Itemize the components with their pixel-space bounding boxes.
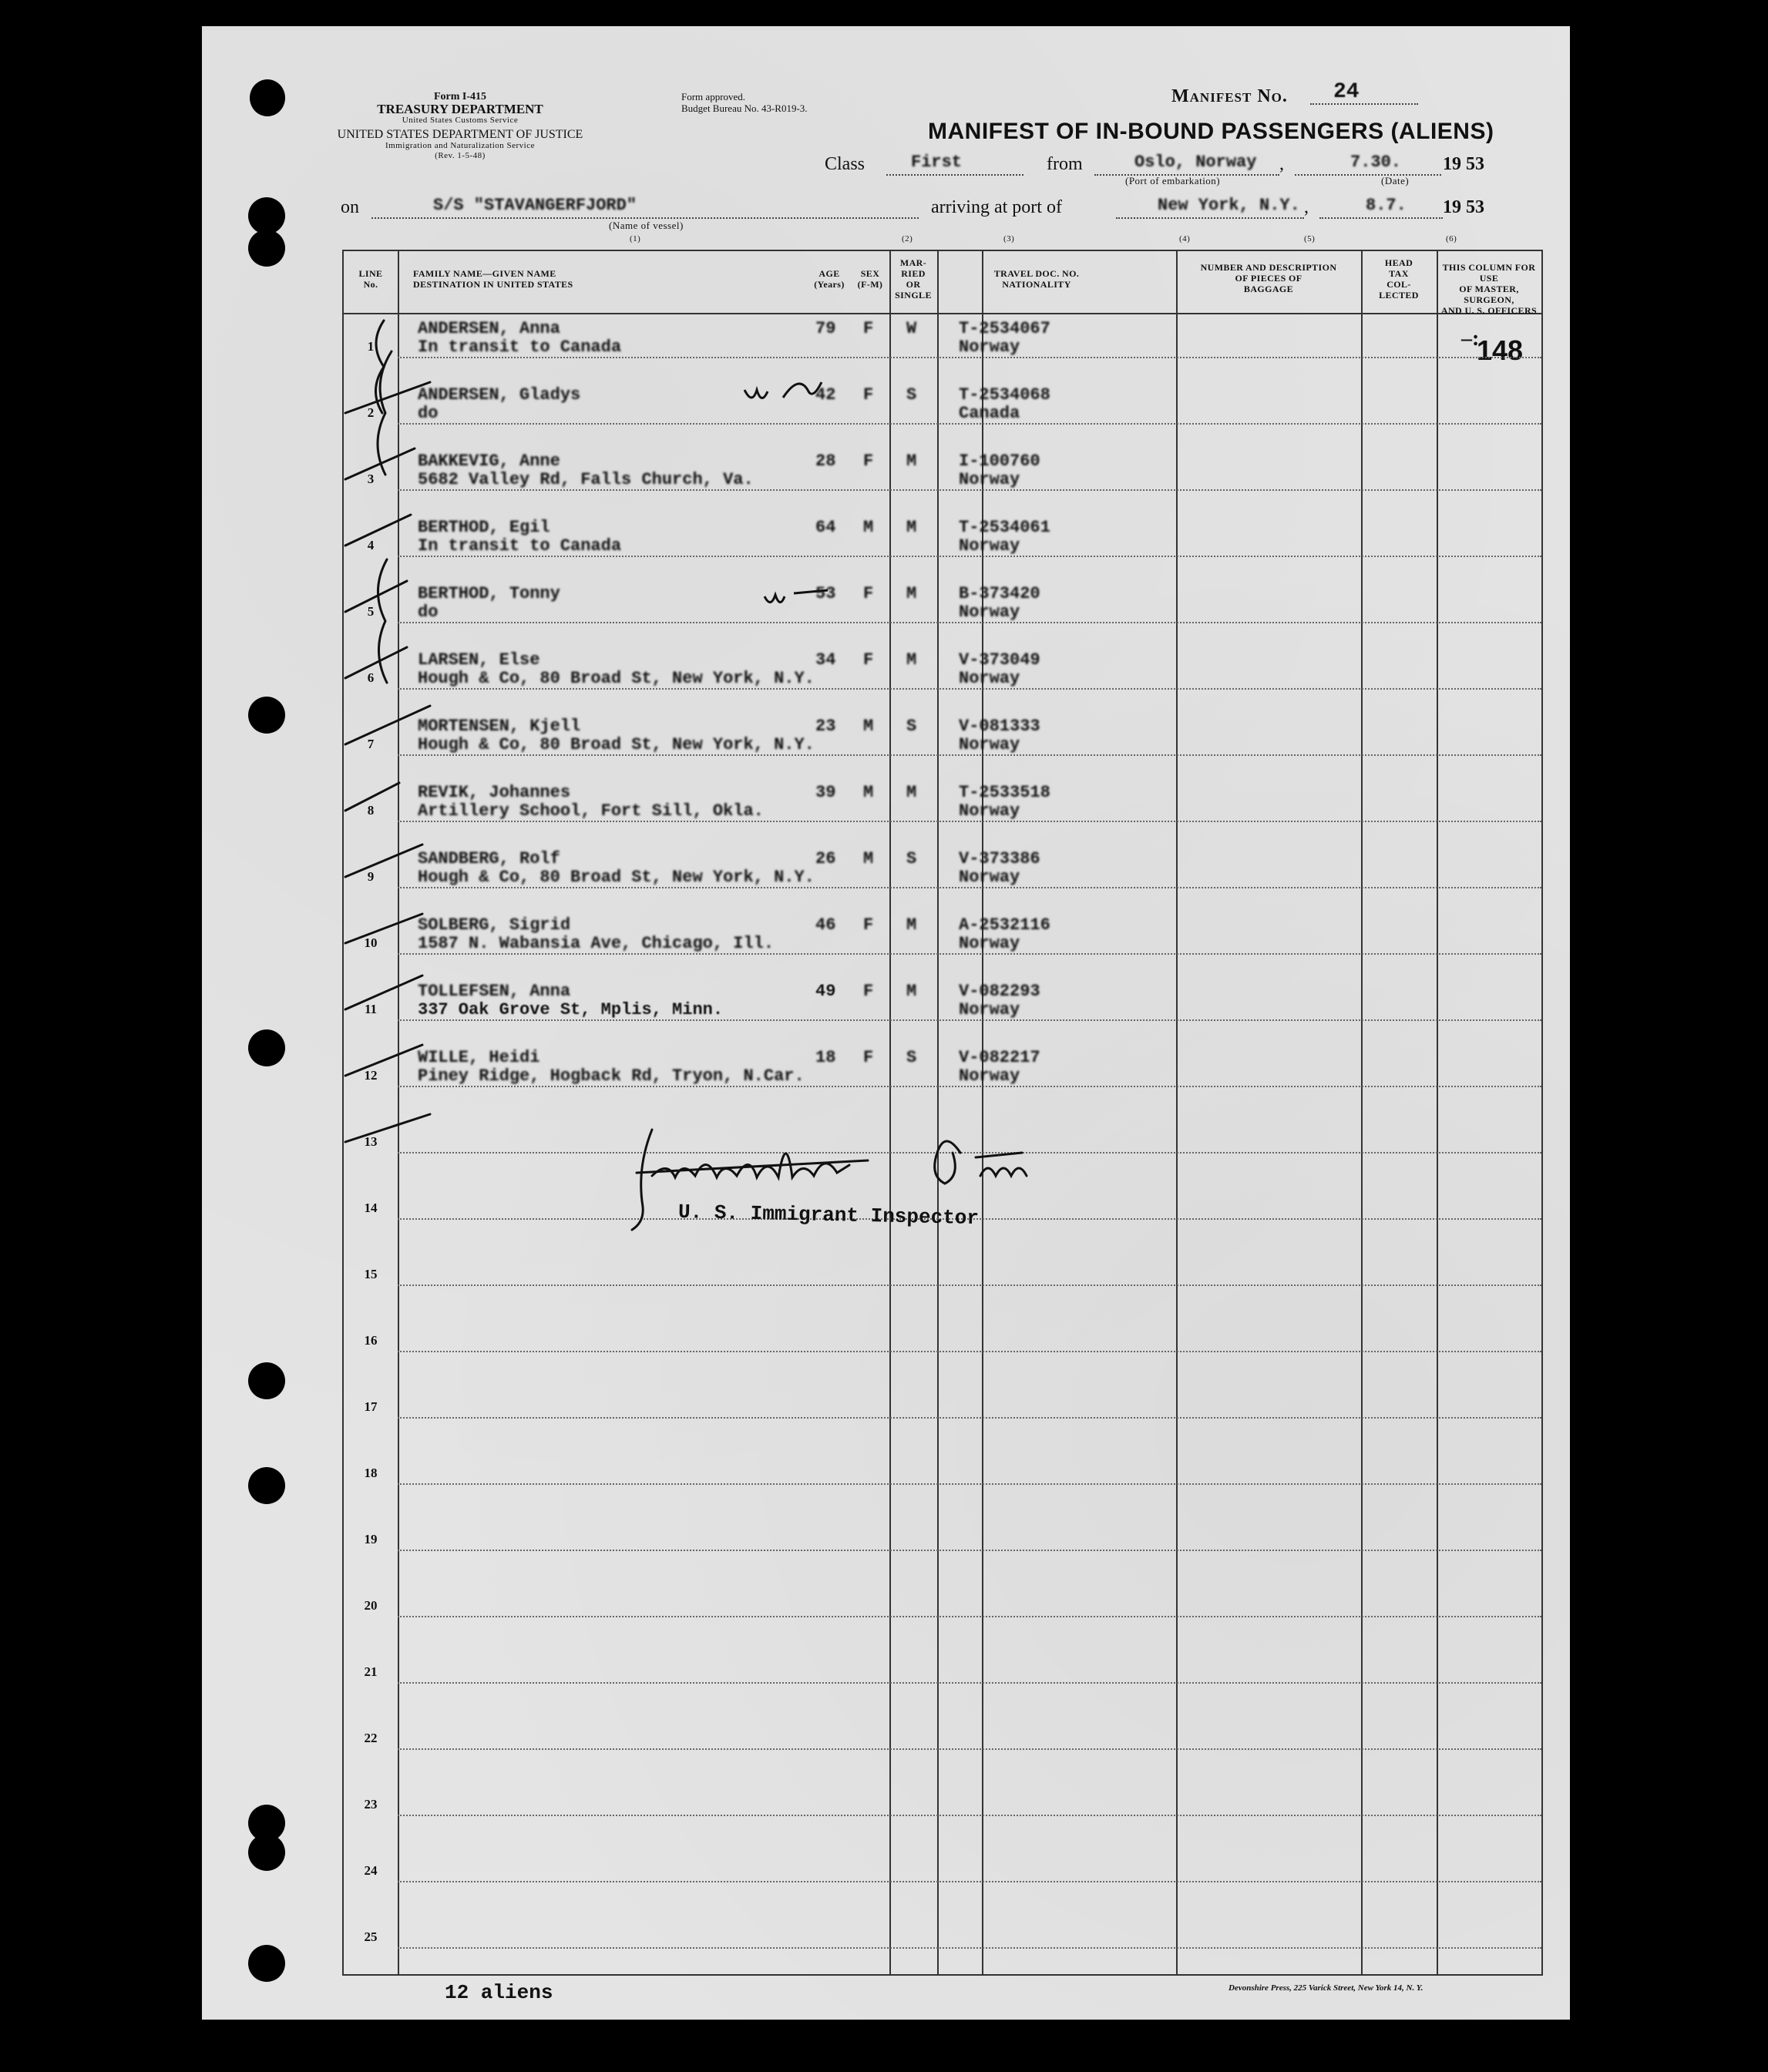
passenger-destination: do [418, 603, 439, 622]
line-number: 4 [367, 538, 375, 552]
header-head-tax [1361, 257, 1437, 301]
row-divider [398, 1947, 1541, 1949]
date-line [1295, 174, 1441, 176]
passenger-destination: In transit to Canada [418, 337, 622, 357]
passenger-age: 28 [815, 452, 836, 471]
passenger-marital-status: W [906, 319, 917, 338]
arrival-year: 19 53 [1443, 197, 1484, 217]
passenger-sex: M [863, 717, 874, 736]
passenger-destination: Hough & Co, 80 Broad St, New York, N.Y. [418, 868, 815, 887]
passenger-name: SANDBERG, Rolf [418, 849, 560, 868]
passenger-destination: 337 Oak Grove St, Mplis, Minn. [418, 1000, 724, 1019]
passenger-destination: 5682 Valley Rd, Falls Church, Va. [418, 470, 754, 489]
justice-block [333, 129, 587, 161]
line-number: 8 [367, 803, 375, 818]
passenger-travel-doc: T-2533518 [959, 783, 1050, 802]
binder-hole [248, 1029, 285, 1066]
header-text: (Years) [814, 279, 845, 290]
passenger-nationality: Norway [959, 337, 1020, 357]
class-label: Class [825, 154, 866, 174]
row-divider [398, 1815, 1541, 1816]
header-text: HEAD [1384, 257, 1413, 268]
embarkation-year: 19 53 [1443, 154, 1484, 174]
passenger-marital-status: M [906, 518, 917, 537]
header-text: OF PIECES OF [1235, 273, 1302, 284]
passenger-name: WILLE, Heidi [418, 1048, 540, 1067]
passenger-sex: F [863, 1048, 874, 1067]
header-text: LECTED [1379, 290, 1419, 301]
passenger-destination: In transit to Canada [418, 536, 622, 556]
column-divider [1176, 251, 1178, 1974]
handwritten-initials [737, 367, 829, 413]
passenger-marital-status: M [906, 650, 917, 670]
embarkation-date: 7.30. [1350, 153, 1402, 172]
passenger-age: 18 [815, 1048, 836, 1067]
row-divider [398, 1682, 1541, 1684]
row-divider [398, 1550, 1541, 1551]
row-divider [398, 622, 1541, 623]
passenger-travel-doc: V-082217 [959, 1048, 1040, 1067]
manifest-page [202, 26, 1570, 2020]
passenger-travel-doc: V-373386 [959, 849, 1040, 868]
column-number: (5) [1304, 234, 1316, 243]
row-divider [398, 821, 1541, 822]
vessel-line [371, 217, 919, 219]
header-text: OF MASTER, SURGEON, [1459, 284, 1519, 305]
alien-count: 12 aliens [445, 1981, 553, 2004]
passenger-name: REVIK, Johannes [418, 783, 571, 802]
passenger-sex: M [863, 849, 874, 868]
passenger-destination: Hough & Co, 80 Broad St, New York, N.Y. [418, 669, 815, 688]
passenger-travel-doc: V-373049 [959, 650, 1040, 670]
line-number: 11 [364, 1002, 378, 1016]
header-text: AGE [818, 268, 840, 279]
passenger-sex: F [863, 584, 874, 603]
budget-bureau: Budget Bureau No. 43-R019-3. [681, 102, 808, 114]
column-divider [982, 251, 983, 1974]
passenger-destination: Artillery School, Fort Sill, Okla. [418, 801, 764, 821]
header-divider [344, 313, 1541, 314]
header-officers [1437, 262, 1541, 316]
row-divider [398, 357, 1541, 358]
row-divider [398, 1881, 1541, 1882]
header-text: SINGLE [895, 290, 932, 301]
page-title: MANIFEST OF IN-BOUND PASSENGERS (ALIENS) [928, 119, 1494, 144]
line-number: 19 [364, 1532, 378, 1546]
line-number: 13 [364, 1134, 378, 1149]
column-number: (6) [1446, 234, 1457, 243]
passenger-travel-doc: V-081333 [959, 717, 1040, 736]
line-number: 15 [364, 1267, 378, 1281]
line-number: 21 [364, 1664, 378, 1679]
passenger-age: 53 [815, 584, 836, 603]
row-divider [398, 1086, 1541, 1087]
passenger-name: SOLBERG, Sigrid [418, 915, 571, 935]
binder-hole [248, 230, 285, 267]
passenger-marital-status: S [906, 385, 917, 405]
row-divider [398, 953, 1541, 955]
handwritten-initials [758, 573, 835, 612]
customs-service: United States Customs Service [402, 116, 519, 125]
comma: , [1279, 154, 1284, 174]
row-divider [398, 556, 1541, 557]
passenger-name: ANDERSEN, Anna [418, 319, 560, 338]
manifest-number-line [1310, 103, 1418, 105]
line-number: 6 [367, 670, 375, 685]
binder-hole [248, 1834, 285, 1871]
line-number: 22 [364, 1731, 378, 1745]
line-number: 17 [364, 1399, 378, 1414]
comma: , [1304, 197, 1309, 217]
passenger-sex: M [863, 518, 874, 537]
passenger-destination: do [418, 404, 439, 423]
passenger-nationality: Norway [959, 669, 1020, 688]
column-divider [889, 251, 891, 1974]
passenger-name: TOLLEFSEN, Anna [418, 982, 571, 1001]
row-divider [398, 1748, 1541, 1750]
header-name-destination [413, 268, 573, 290]
passenger-marital-status: S [906, 1048, 917, 1067]
arrival-port-line [1116, 217, 1304, 219]
passenger-age: 79 [815, 319, 836, 338]
line-number: 2 [367, 405, 375, 420]
header-text: RIED [901, 268, 926, 279]
passenger-sex: M [863, 783, 874, 802]
header-text: BAGGAGE [1243, 284, 1294, 294]
inspector-caption: U. S. Immigrant Inspector [677, 1200, 980, 1231]
header-baggage [1176, 262, 1361, 294]
line-number: 24 [364, 1863, 378, 1878]
passenger-name: LARSEN, Else [418, 650, 540, 670]
line-number: 14 [364, 1201, 378, 1215]
header-text: COL- [1387, 279, 1411, 290]
row-divider [398, 1616, 1541, 1617]
port-of-embarkation: Oslo, Norway [1134, 153, 1257, 172]
header-text: TAX [1389, 268, 1409, 279]
passenger-nationality: Norway [959, 603, 1020, 622]
header-text: FAMILY NAME—GIVEN NAME [413, 268, 556, 279]
passenger-destination: Hough & Co, 80 Broad St, New York, N.Y. [418, 735, 815, 754]
binder-hole [248, 697, 285, 734]
port-caption: (Port of embarkation) [1125, 175, 1221, 186]
passenger-marital-status: M [906, 982, 917, 1001]
passenger-travel-doc: A-2532116 [959, 915, 1050, 935]
form-identification [333, 91, 587, 126]
revision: (Rev. 1-5-48) [435, 151, 486, 160]
passenger-travel-doc: T-2534068 [959, 385, 1050, 405]
header-age [806, 268, 852, 290]
passenger-travel-doc: V-082293 [959, 982, 1040, 1001]
row-divider [398, 887, 1541, 888]
passenger-nationality: Norway [959, 735, 1020, 754]
justice-department: UNITED STATES DEPARTMENT OF JUSTICE [337, 128, 583, 141]
header-text: TRAVEL DOC. NO. [993, 268, 1080, 279]
passenger-sex: F [863, 915, 874, 935]
passenger-travel-doc: B-373420 [959, 584, 1040, 603]
passenger-nationality: Norway [959, 801, 1020, 821]
line-number: 7 [367, 737, 375, 751]
tally-marks: –: [1461, 327, 1480, 351]
row-divider [398, 1285, 1541, 1286]
passenger-table [342, 250, 1543, 1976]
line-number: 9 [367, 869, 375, 884]
treasury-department: TREASURY DEPARTMENT [377, 102, 543, 116]
passenger-nationality: Norway [959, 868, 1020, 887]
header-line-no [344, 268, 398, 290]
row-divider [398, 1483, 1541, 1485]
form-number: Form I-415 [433, 91, 487, 102]
class-line [886, 174, 1023, 176]
column-divider [937, 251, 939, 1974]
binder-hole [248, 1362, 285, 1399]
binder-hole [250, 79, 285, 116]
passenger-nationality: Norway [959, 1066, 1020, 1086]
binder-hole [248, 197, 285, 234]
line-number: 5 [367, 604, 375, 619]
passenger-travel-doc: I-100760 [959, 452, 1040, 471]
binder-hole [248, 1467, 285, 1504]
passenger-marital-status: M [906, 452, 917, 471]
passenger-marital-status: S [906, 849, 917, 868]
line-number: 16 [364, 1333, 378, 1348]
header-text: NATIONALITY [1002, 279, 1071, 290]
passenger-nationality: Norway [959, 934, 1020, 953]
header-text: SEX [860, 268, 880, 279]
header-text: AND U. S. OFFICERS [1440, 305, 1538, 316]
passenger-age: 46 [815, 915, 836, 935]
passenger-age: 42 [815, 385, 836, 405]
passenger-name: BERTHOD, Tonny [418, 584, 560, 603]
header-text: LINE [358, 268, 383, 279]
official-mark: 148 [1477, 334, 1524, 366]
passenger-nationality: Norway [959, 470, 1020, 489]
arrival-date: 8.7. [1366, 196, 1407, 215]
passenger-destination: 1587 N. Wabansia Ave, Chicago, Ill. [418, 934, 775, 953]
binder-hole [248, 1945, 285, 1982]
passenger-age: 23 [815, 717, 836, 736]
line-number: 3 [367, 472, 375, 486]
row-divider [398, 423, 1541, 425]
line-number: 18 [364, 1466, 378, 1480]
passenger-sex: F [863, 319, 874, 338]
passenger-name: MORTENSEN, Kjell [418, 717, 581, 736]
passenger-sex: F [863, 650, 874, 670]
class-value: First [911, 153, 963, 172]
column-divider [1361, 251, 1363, 1974]
passenger-marital-status: M [906, 783, 917, 802]
passenger-marital-status: M [906, 584, 917, 603]
arrival-port: New York, N.Y. [1158, 196, 1300, 215]
row-divider [398, 1351, 1541, 1352]
passenger-name: BERTHOD, Egil [418, 518, 550, 537]
handwritten-check-marks [338, 297, 507, 1153]
manifest-number: 24 [1333, 80, 1360, 104]
vessel-caption: (Name of vessel) [609, 220, 684, 231]
header-sex [849, 268, 891, 290]
ins-service: Immigration and Naturalization Service [385, 141, 536, 150]
passenger-sex: F [863, 385, 874, 405]
row-divider [398, 1417, 1541, 1419]
passenger-travel-doc: T-2534067 [959, 319, 1050, 338]
header-text: MAR- [899, 257, 927, 268]
passenger-nationality: Canada [959, 404, 1020, 423]
column-number: (1) [630, 234, 641, 243]
date-caption: (Date) [1381, 175, 1410, 186]
passenger-nationality: Norway [959, 1000, 1020, 1019]
header-text: OR [906, 279, 921, 290]
passenger-destination: Piney Ridge, Hogback Rd, Tryon, N.Car. [418, 1066, 805, 1086]
column-number: (2) [902, 234, 913, 243]
vessel-name: S/S "STAVANGERFJORD" [433, 196, 637, 215]
passenger-age: 64 [815, 518, 836, 537]
header-text: No. [363, 279, 378, 290]
row-divider [398, 688, 1541, 690]
passenger-name: ANDERSEN, Gladys [418, 385, 581, 405]
row-divider [398, 1019, 1541, 1021]
manifest-number-label: Manifest No. [1171, 86, 1288, 106]
header-text: DESTINATION IN UNITED STATES [413, 279, 573, 290]
passenger-marital-status: M [906, 915, 917, 935]
passenger-nationality: Norway [959, 536, 1020, 556]
column-number: (3) [1003, 234, 1015, 243]
column-number: (4) [1179, 234, 1191, 243]
line-number: 1 [367, 339, 375, 354]
passenger-age: 39 [815, 783, 836, 802]
passenger-age: 26 [815, 849, 836, 868]
header-travel-doc [937, 268, 1136, 290]
passenger-travel-doc: T-2534061 [959, 518, 1050, 537]
passenger-name: BAKKEVIG, Anne [418, 452, 560, 471]
arriving-label: arriving at port of [931, 197, 1062, 217]
row-divider [398, 489, 1541, 491]
line-number: 12 [364, 1068, 378, 1083]
line-number: 25 [364, 1929, 378, 1944]
from-label: from [1047, 154, 1083, 174]
printer-credit: Devonshire Press, 225 Varick Street, New York 14, N. Y. [1229, 1983, 1423, 1993]
header-text: (F-M) [857, 279, 883, 290]
form-approved: Form approved. [681, 91, 746, 102]
line-number: 10 [364, 935, 378, 950]
passenger-age: 49 [815, 982, 836, 1001]
passenger-age: 34 [815, 650, 836, 670]
line-number: 20 [364, 1598, 378, 1613]
header-text: NUMBER AND DESCRIPTION [1200, 262, 1337, 273]
line-number: 23 [364, 1797, 378, 1812]
passenger-sex: F [863, 452, 874, 471]
header-text: THIS COLUMN FOR USE [1442, 262, 1536, 284]
passenger-marital-status: S [906, 717, 917, 736]
column-divider [1437, 251, 1438, 1974]
header-married [889, 257, 937, 301]
on-label: on [341, 197, 359, 217]
passenger-sex: F [863, 982, 874, 1001]
row-divider [398, 754, 1541, 756]
arrival-date-line [1319, 217, 1443, 219]
form-approval [681, 91, 808, 114]
